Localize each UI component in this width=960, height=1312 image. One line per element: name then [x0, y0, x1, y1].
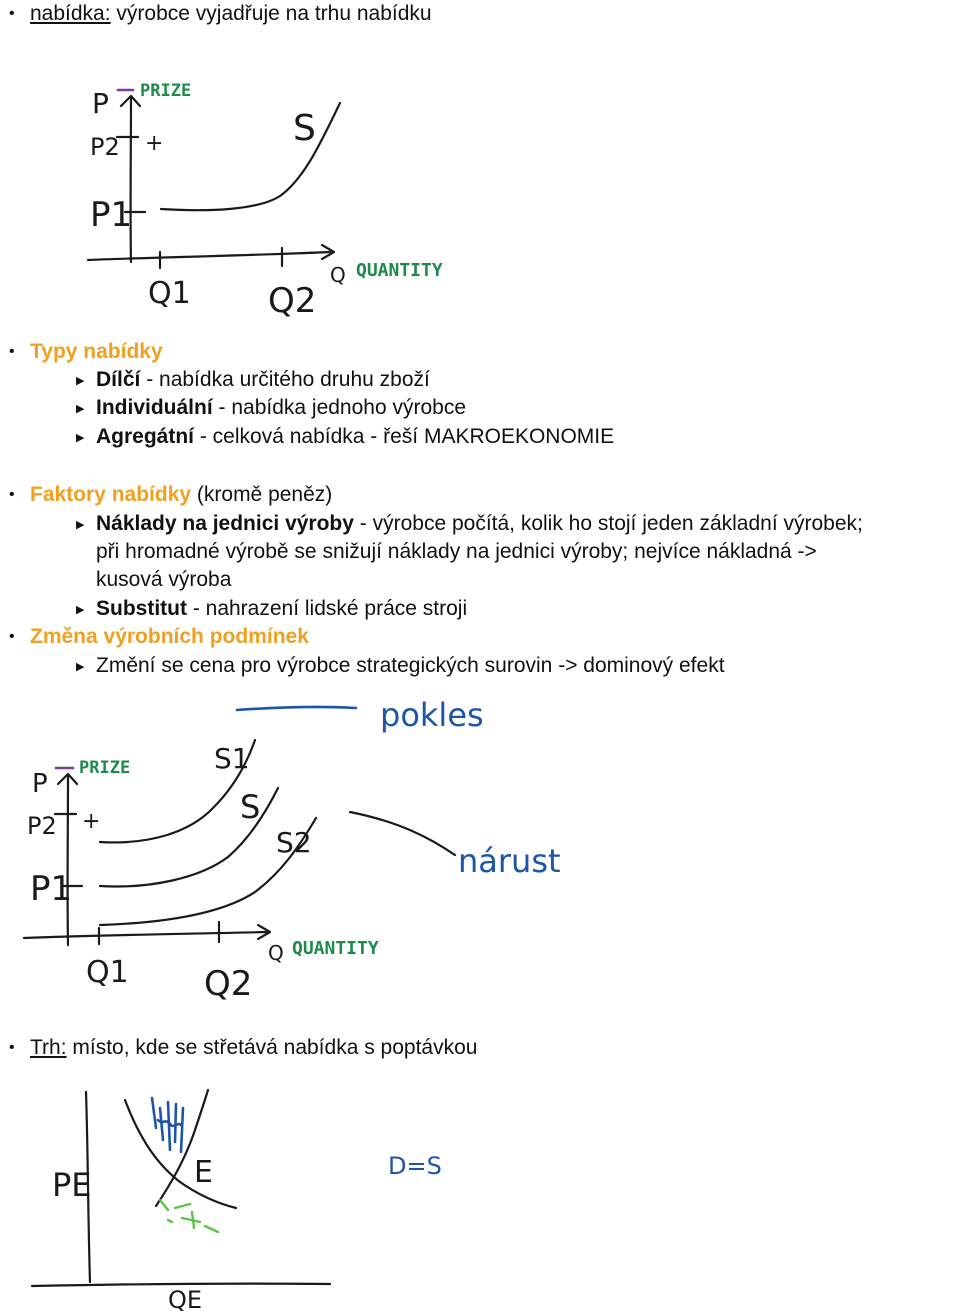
green-dash: [160, 1200, 168, 1210]
triangle-bullet: ▶: [76, 403, 85, 415]
label-qe: QE: [168, 1286, 203, 1312]
bullet: •: [9, 5, 15, 22]
label-q-axis: Q: [330, 263, 346, 287]
label-s: S: [293, 108, 316, 149]
label-p: P: [92, 87, 109, 120]
label-narust: nárust: [458, 842, 561, 880]
label-p1: P1: [30, 869, 73, 909]
label-p: P: [32, 769, 48, 799]
green-dash: [168, 1220, 172, 1222]
definition-rest: výrobce vyjadřuje na trhu nabídku: [110, 2, 432, 25]
factor-costs-name: Náklady na jednici výroby: [96, 512, 354, 535]
label-p2: P2: [27, 812, 57, 840]
label-plus: +: [145, 131, 164, 156]
label-s1: S1: [214, 742, 250, 775]
triangle-bullet: ▶: [76, 519, 85, 531]
label-quantity: QUANTITY: [292, 938, 379, 959]
factor-costs-desc: - výrobce počítá, kolik ho stojí jeden základní výrobek;: [353, 512, 863, 535]
term-trh: Trh:: [30, 1036, 67, 1059]
types-item-desc: - nabídka určitého druhu zboží: [140, 368, 430, 391]
types-item-name: Agregátní: [96, 425, 195, 448]
label-q2: Q2: [268, 281, 317, 321]
types-item-name: Individuální: [96, 396, 213, 419]
label-e: E: [194, 1155, 213, 1190]
factor-substitut-desc: - nahrazení lidské práce stroji: [186, 597, 468, 620]
bullet: •: [9, 628, 15, 645]
factor-costs-desc-2: při hromadné výrobě se snižují náklady na jednici výroby; nejvíce nákladná ->: [96, 540, 817, 563]
label-p1: P1: [90, 195, 133, 235]
definition-trh-rest: místo, kde se střetává nabídka s poptávkou: [66, 1036, 478, 1059]
types-item-desc: - nabídka jednoho výrobce: [212, 396, 467, 419]
change-item-text: Změní se cena pro výrobce strategických surovin -> dominový efekt: [96, 654, 725, 677]
demand-curve: [125, 1100, 236, 1208]
green-dash: [182, 1212, 200, 1228]
bullet: •: [9, 486, 15, 503]
label-q1: Q1: [86, 955, 129, 990]
label-plus: +: [82, 809, 101, 834]
label-pokles: pokles: [380, 696, 484, 734]
label-q2: Q2: [204, 964, 253, 1004]
green-dash: [175, 1204, 190, 1208]
label-s: S: [240, 788, 261, 826]
scribble-stroke: [175, 1104, 176, 1142]
label-quantity: QUANTITY: [356, 260, 443, 281]
label-p2: P2: [90, 133, 120, 161]
triangle-bullet: ▶: [76, 604, 85, 616]
factor-substitut-name: Substitut: [96, 597, 187, 620]
types-item-name: Dílčí: [96, 368, 141, 391]
label-pe: PE: [52, 1166, 92, 1204]
label-prize: PRIZE: [79, 758, 131, 778]
scribble-stroke: [181, 1108, 183, 1152]
scribble-stroke: [152, 1098, 156, 1128]
types-heading: Typy nabídky: [30, 340, 163, 363]
factors-heading: Faktory nabídky: [30, 483, 192, 506]
factors-note: (kromě peněz): [191, 483, 333, 506]
market-equilibrium-graph: [0, 1070, 960, 1312]
label-q1: Q1: [148, 276, 191, 311]
scribble-stroke: [160, 1108, 163, 1140]
triangle-bullet: ▶: [76, 375, 85, 387]
label-q-axis: Q: [268, 941, 284, 965]
triangle-bullet: ▶: [76, 432, 85, 444]
change-heading: Změna výrobních podmínek: [30, 625, 309, 648]
scribble-stroke: [168, 1102, 170, 1150]
x-axis: [24, 932, 268, 938]
narust-line: [350, 812, 455, 855]
bullet: •: [9, 343, 15, 360]
definition-trh-text: [30, 1034, 477, 1062]
types-item-desc: - celková nabídka - řeší MAKROEKONOMIE: [194, 425, 615, 448]
bullet: •: [9, 1039, 15, 1056]
factor-costs-desc-3: kusová výroba: [96, 568, 232, 591]
label-prize: PRIZE: [140, 81, 192, 101]
triangle-bullet: ▶: [76, 661, 85, 673]
label-s2: S2: [276, 826, 312, 859]
term-nabidka: nabídka:: [30, 2, 111, 25]
label-d-equals-s: D=S: [388, 1152, 442, 1180]
pokles-line: [237, 707, 356, 710]
green-dash: [205, 1226, 218, 1232]
